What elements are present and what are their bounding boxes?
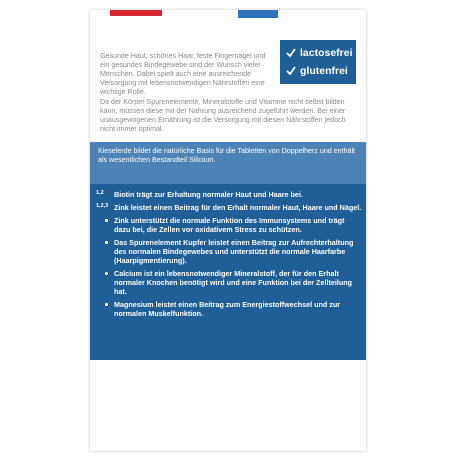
claim-item [96, 300, 362, 318]
bullet-dot [105, 219, 108, 222]
check-icon [286, 66, 296, 76]
intro-paragraph: Gesunde Haut, schönes Haar, feste Fingernägel und ein gesundes Bindegewebe sind der Wunsch vieler Menschen. Dabei spielt auch eine ausreichende Versorgung mit lebensnotwendigen Nährstoffen eine wichtige Rolle. [100, 52, 266, 96]
check-icon [286, 48, 296, 58]
intro-text-block [100, 52, 276, 103]
claim-text: Zink leistet einen Beitrag für den Erhalt normaler Haut, Haare und Nägel. [114, 203, 362, 212]
bullet-dot [105, 241, 108, 244]
claim-text: Biotin trägt zur Erhaltung normaler Haut und Haare bei. [114, 190, 303, 199]
bullet-dot [105, 303, 108, 306]
brand-blue-tab [238, 10, 278, 18]
top-brand-strip [90, 10, 366, 24]
claim-text: Calcium ist ein lebensnotwendiger Mineralstoff, der für den Erhalt normaler Knochen benötigt wird und eine Funktion bei der Zellteilung hat. [114, 269, 352, 296]
product-box-back [90, 10, 366, 451]
claim-item [96, 238, 362, 265]
badge-row-lactose [286, 47, 353, 59]
claim-text: Das Spurenelement Kupfer leistet einen Beitrag zur Aufrechterhaltung des normalen Bindegewebes und unterstützt die normale Haarfarbe (Haarpigmentierung). [114, 238, 354, 265]
claim-text: Zink unterstützt die normale Funktion des Immunsystems und trägt dazu bei, die Zellen vor oxidativem Stress zu schützen. [114, 216, 345, 234]
claim-footnote-mark: 1,2,3 [96, 203, 109, 209]
benefits-band [90, 142, 366, 360]
band-intro-area [90, 142, 366, 184]
band-intro-text: Kieselerde bildet die natürliche Basis für die Tabletten von Doppelherz und enthält als wesentlichen Bestandteil Silicium. [98, 147, 355, 164]
brand-red-tab [110, 10, 162, 16]
dietary-badge [280, 40, 356, 84]
claim-footnote-mark: 1,2 [96, 190, 104, 196]
claim-text: Magnesium leistet einen Beitrag zum Energiestoffwechsel und zur normalen Muskelfunktion. [114, 300, 341, 318]
badge-glutenfrei: glutenfrei [300, 65, 348, 77]
claim-item [96, 190, 362, 199]
claim-item [96, 269, 362, 296]
nutrition-paragraph: Da der Körper Spurenelemente, Mineralstoffe und Vitamine nicht selbst bilden kann, müssen diese mit der Nahrung ausreichend zugeführt werden. Bei einer unausgewogenen Ernährung ist die Versorgung mit diesen Nährstoffen jedoch nicht immer optimal. [100, 98, 346, 133]
claim-item [96, 216, 362, 234]
bullet-dot [105, 272, 108, 275]
claim-item [96, 203, 362, 212]
badge-row-gluten [286, 65, 348, 77]
claims-list [96, 190, 362, 322]
badge-lactosefrei: lactosefrei [300, 47, 353, 59]
